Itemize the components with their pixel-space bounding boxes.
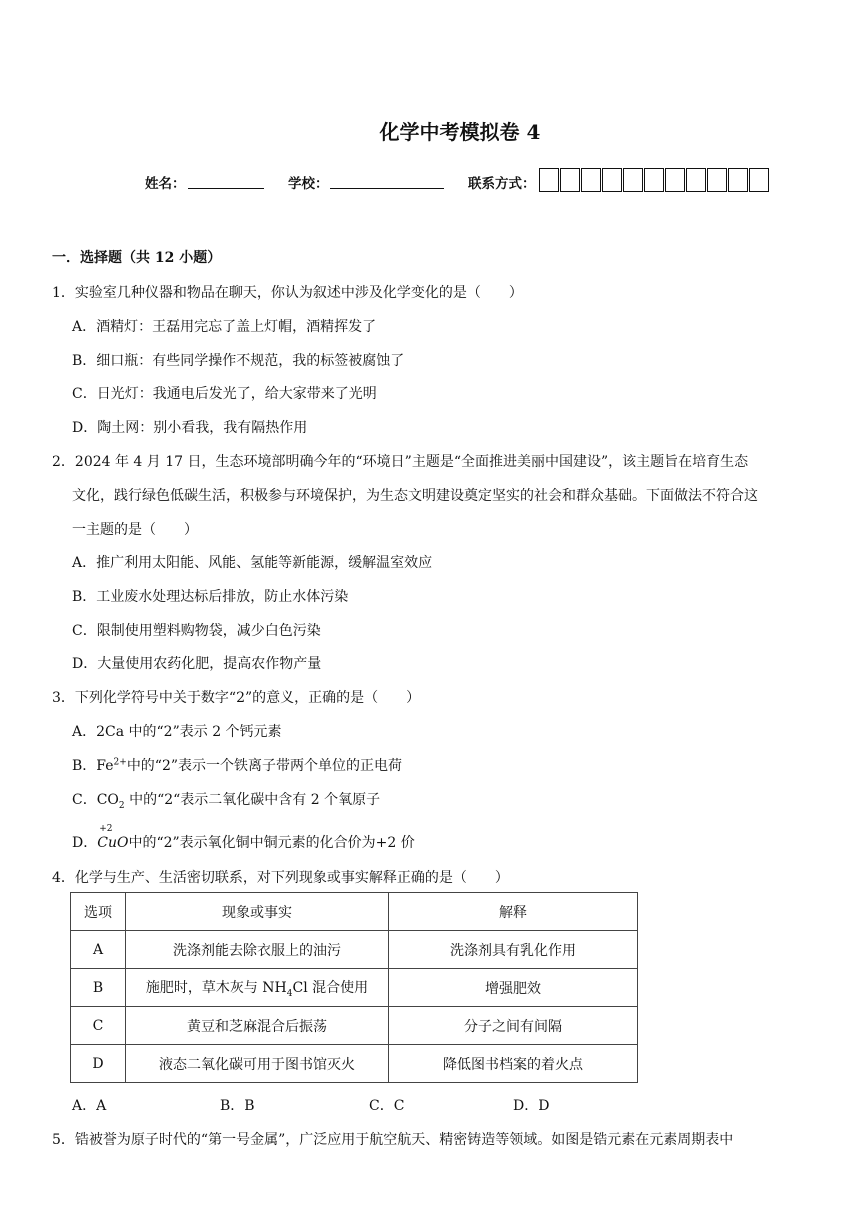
q2-stem-line1: 2．2024 年 4 月 17 日，生态环境部明确今年的“环境日”主题是“全面推进美丽中国建设”，该主题旨在培育生态 — [52, 454, 749, 470]
q3-c-post: 中的“2“表示二氧化碳中含有 2 个氧原子 — [124, 792, 381, 808]
page-title: 化学中考模拟卷 4 — [379, 120, 541, 144]
table-cell: D — [71, 1045, 126, 1083]
q3-d-formula-text: CuO — [97, 835, 129, 851]
q1-stem: 1．实验室几种仪器和物品在聊天，你认为叙述中涉及化学变化的是（ ） — [52, 285, 523, 301]
table-row — [71, 1045, 638, 1083]
table-cell — [126, 969, 389, 1007]
q3-d-oxidation: +2 — [99, 824, 113, 834]
row-b-pre: 施肥时，草木灰与 NH — [145, 979, 287, 996]
q4-stem: 4．化学与生产、生活密切联系，对下列现象或事实解释正确的是（ ） — [52, 870, 509, 886]
q2-stem-line2: 文化，践行绿色低碳生活，积极参与环境保护，为生态文明建设奠定坚实的社会和群众基础。下面做法不符合这 — [72, 488, 758, 504]
contact-digit-box[interactable] — [707, 168, 727, 192]
q3-option-b — [72, 755, 402, 775]
table-header: 现象或事实 — [126, 893, 389, 931]
q2-option-c: C．限制使用塑料购物袋，减少白色污染 — [72, 623, 321, 639]
row-b-post: Cl 混合使用 — [292, 979, 369, 996]
q4-option-b: B．B — [220, 1098, 255, 1114]
table-cell: 分子之间有间隔 — [389, 1007, 638, 1045]
school-blank[interactable] — [330, 172, 444, 189]
contact-digit-box[interactable] — [560, 168, 580, 192]
table-cell: 洗涤剂能去除衣服上的油污 — [126, 931, 389, 969]
q4-table — [70, 892, 638, 1083]
contact-digit-box[interactable] — [644, 168, 664, 192]
table-cell: 黄豆和芝麻混合后振荡 — [126, 1007, 389, 1045]
table-cell: 洗涤剂具有乳化作用 — [389, 931, 638, 969]
contact-digit-box[interactable] — [581, 168, 601, 192]
q2-option-b: B．工业废水处理达标后排放，防止水体污染 — [72, 589, 349, 605]
q1-option-c: C．日光灯：我通电后发光了，给大家带来了光明 — [72, 386, 377, 402]
table-row — [71, 1007, 638, 1045]
table-header-row — [71, 893, 638, 931]
contact-digit-box[interactable] — [749, 168, 769, 192]
q2-option-a: A．推广利用太阳能、风能、氢能等新能源，缓解温室效应 — [72, 555, 433, 571]
contact-digit-box[interactable] — [623, 168, 643, 192]
q1-option-d: D．陶土网：别小看我，我有隔热作用 — [72, 420, 308, 436]
school-label: 学校： — [288, 176, 329, 192]
q3-d-formula — [97, 824, 129, 851]
table-cell: C — [71, 1007, 126, 1045]
q4-option-a: A．A — [72, 1098, 107, 1114]
q3-b-sup: 2+ — [113, 757, 127, 768]
q4-option-c: C．C — [369, 1098, 405, 1114]
name-label: 姓名： — [145, 176, 186, 192]
contact-digit-box[interactable] — [665, 168, 685, 192]
table-header: 解释 — [389, 893, 638, 931]
table-cell: 降低图书档案的着火点 — [389, 1045, 638, 1083]
q2-stem-line3: 一主题的是（ ） — [72, 522, 198, 538]
q3-b-post: 中的“2”表示一个铁离子带两个单位的正电荷 — [126, 758, 403, 774]
contact-digit-box[interactable] — [728, 168, 748, 192]
section-heading: 一．选择题（共 12 小题） — [52, 250, 222, 266]
q3-c-pre: C．CO — [72, 792, 119, 808]
q3-b-pre: B．Fe — [72, 758, 114, 774]
q3-stem: 3．下列化学符号中关于数字“2”的意义，正确的是（ ） — [52, 690, 421, 706]
table-cell: B — [71, 969, 126, 1007]
contact-digit-box[interactable] — [686, 168, 706, 192]
table-cell: A — [71, 931, 126, 969]
q4-option-d: D．D — [513, 1098, 550, 1114]
q3-c-sub: 2 — [118, 800, 125, 811]
table-cell: 增强肥效 — [389, 969, 638, 1007]
name-blank[interactable] — [188, 172, 264, 189]
q3-d-pre: D． — [72, 835, 98, 851]
q3-d-post: 中的“2”表示氧化铜中铜元素的化合价为+2 价 — [128, 835, 415, 851]
contact-label: 联系方式： — [468, 176, 536, 192]
table-cell: 液态二氧化碳可用于图书馆灭火 — [126, 1045, 389, 1083]
q3-option-c — [72, 789, 380, 811]
q2-option-d: D．大量使用农药化肥，提高农作物产量 — [72, 656, 322, 672]
row-b-sub: 4 — [286, 988, 293, 999]
table-row — [71, 931, 638, 969]
table-row — [71, 969, 638, 1007]
contact-boxes[interactable] — [539, 168, 770, 192]
q3-option-d — [72, 824, 415, 852]
q1-option-a: A．酒精灯：王磊用完忘了盖上灯帽，酒精挥发了 — [72, 319, 377, 335]
q5-stem-line1: 5．锆被誉为原子时代的“第一号金属”，广泛应用于航空航天、精密铸造等领域。如图是锆元素在元素周期表中 — [52, 1132, 734, 1148]
contact-digit-box[interactable] — [539, 168, 559, 192]
table-header: 选项 — [71, 893, 126, 931]
q1-option-b: B．细口瓶：有些同学操作不规范，我的标签被腐蚀了 — [72, 353, 405, 369]
contact-digit-box[interactable] — [602, 168, 622, 192]
q3-option-a: A．2Ca 中的“2”表示 2 个钙元素 — [72, 724, 282, 740]
